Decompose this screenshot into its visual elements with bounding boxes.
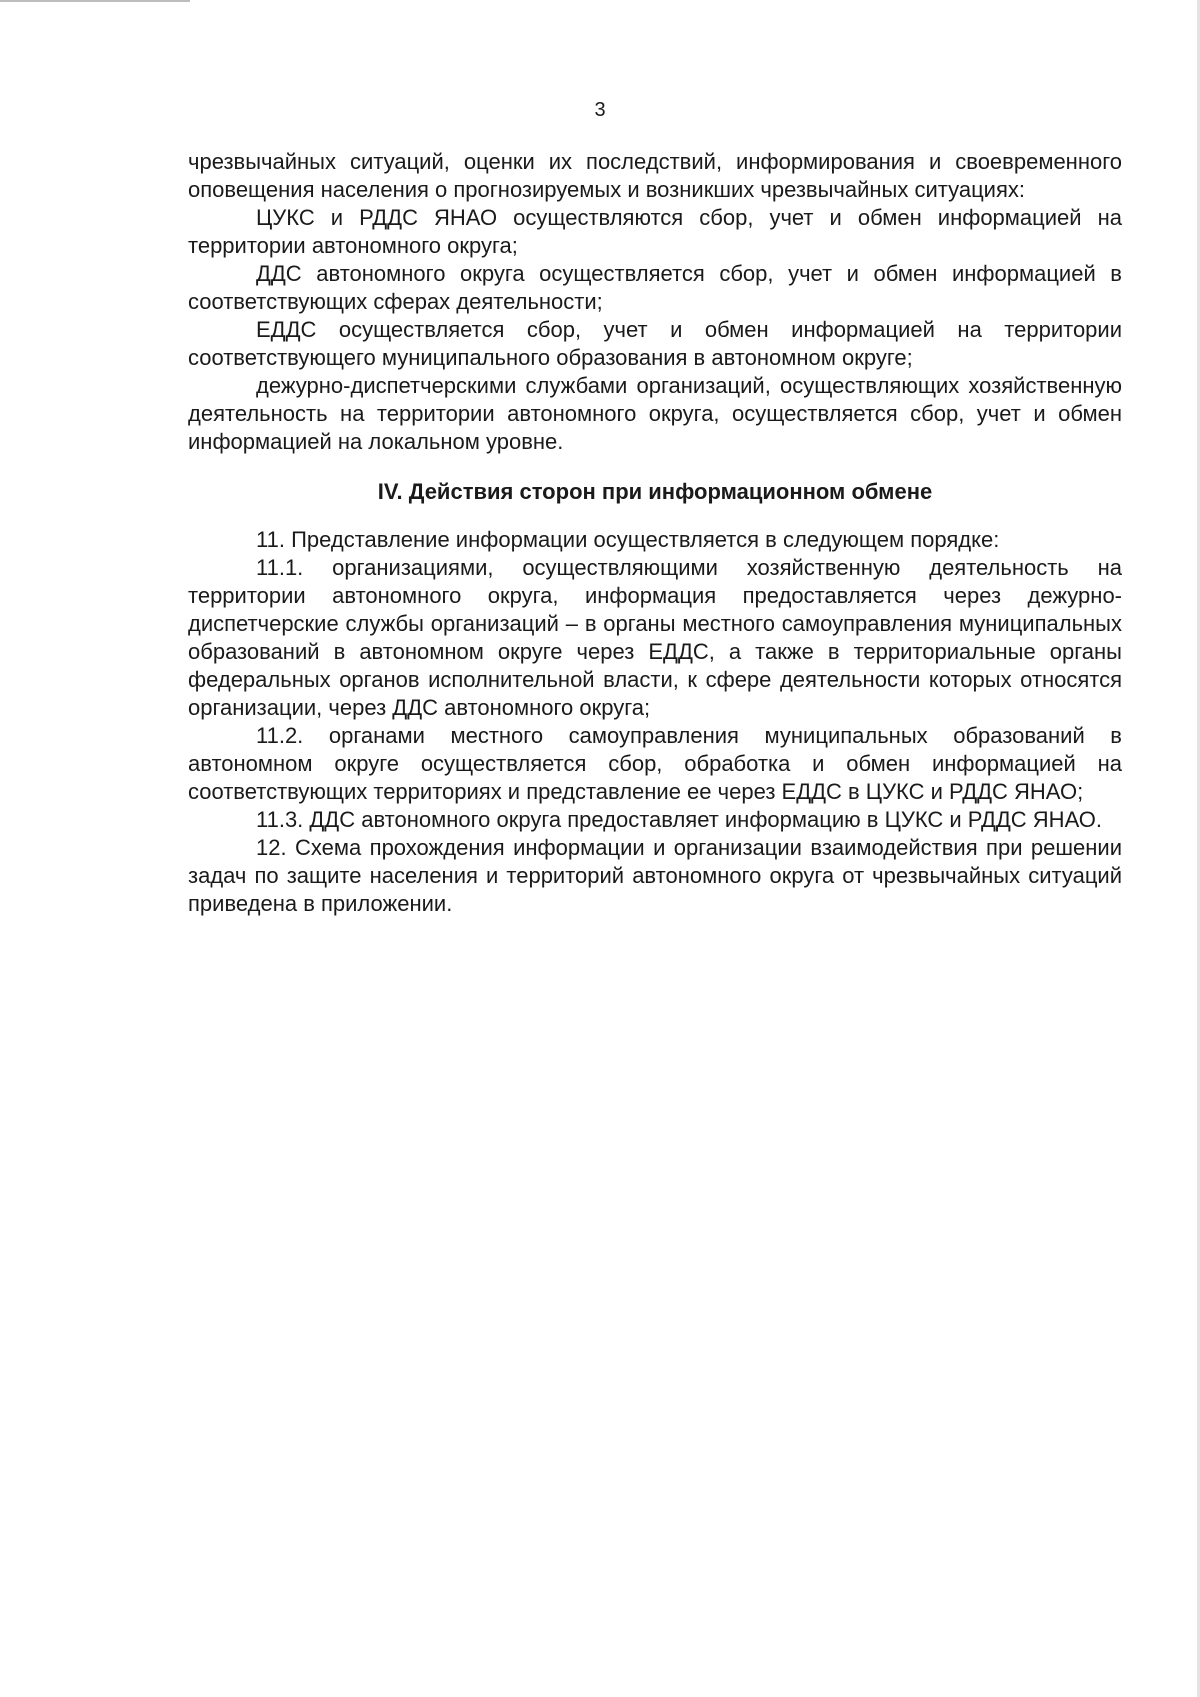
paragraph-item-11: 11. Представление информации осуществляется в следующем порядке: xyxy=(256,527,1000,552)
paragraph-continuation: чрезвычайных ситуаций, оценки их последствий, информирования и своевременного оповещения населения о прогнозируемых и возникших чрезвычайных ситуациях: xyxy=(188,149,1122,202)
paragraph-tsuks-rdds: ЦУКС и РДДС ЯНАО осуществляются сбор, учет и обмен информацией на территории автономного округа; xyxy=(188,205,1122,258)
paragraph-item-11-3: 11.3. ДДС автономного округа предоставляет информацию в ЦУКС и РДДС ЯНАО. xyxy=(256,807,1102,832)
paragraph-item-11-2: 11.2. органами местного самоуправления муниципальных образований в автономном округе осуществляется сбор, обработка и обмен информацией на соответствующих территориях и представление ее через ЕДДС в ЦУКС и РДДС ЯНАО; xyxy=(188,723,1122,804)
paragraph-item-12: 12. Схема прохождения информации и организации взаимодействия при решении задач по защите населения и территорий автономного округа от чрезвычайных ситуаций приведена в приложении. xyxy=(188,835,1122,916)
page-number: 3 xyxy=(594,99,606,121)
paragraph-dds: ДДС автономного округа осуществляется сбор, учет и обмен информацией в соответствующих сферах деятельности; xyxy=(188,261,1122,314)
section-heading: IV. Действия сторон при информационном обмене xyxy=(377,479,933,504)
document-body xyxy=(188,148,1122,918)
paragraph-edds: ЕДДС осуществляется сбор, учет и обмен информацией на территории соответствующего муниципального образования в автономном округе; xyxy=(188,317,1122,370)
scan-edge-top xyxy=(0,0,190,2)
paragraph-item-11-1: 11.1. организациями, осуществляющими хозяйственную деятельность на территории автономного округа, информация предоставляется через дежурно-диспетчерские службы организаций – в органы местного самоуправления муниципальных образований в автономном округе через ЕДДС, а также в территориальные органы федеральных органов исполнительной власти, к сфере деятельности которых относятся организации, через ДДС автономного округа; xyxy=(188,555,1122,720)
paragraph-duty-services: дежурно-диспетчерскими службами организаций, осуществляющих хозяйственную деятельность на территории автономного округа, осуществляется сбор, учет и обмен информацией на локальном уровне. xyxy=(188,373,1122,454)
